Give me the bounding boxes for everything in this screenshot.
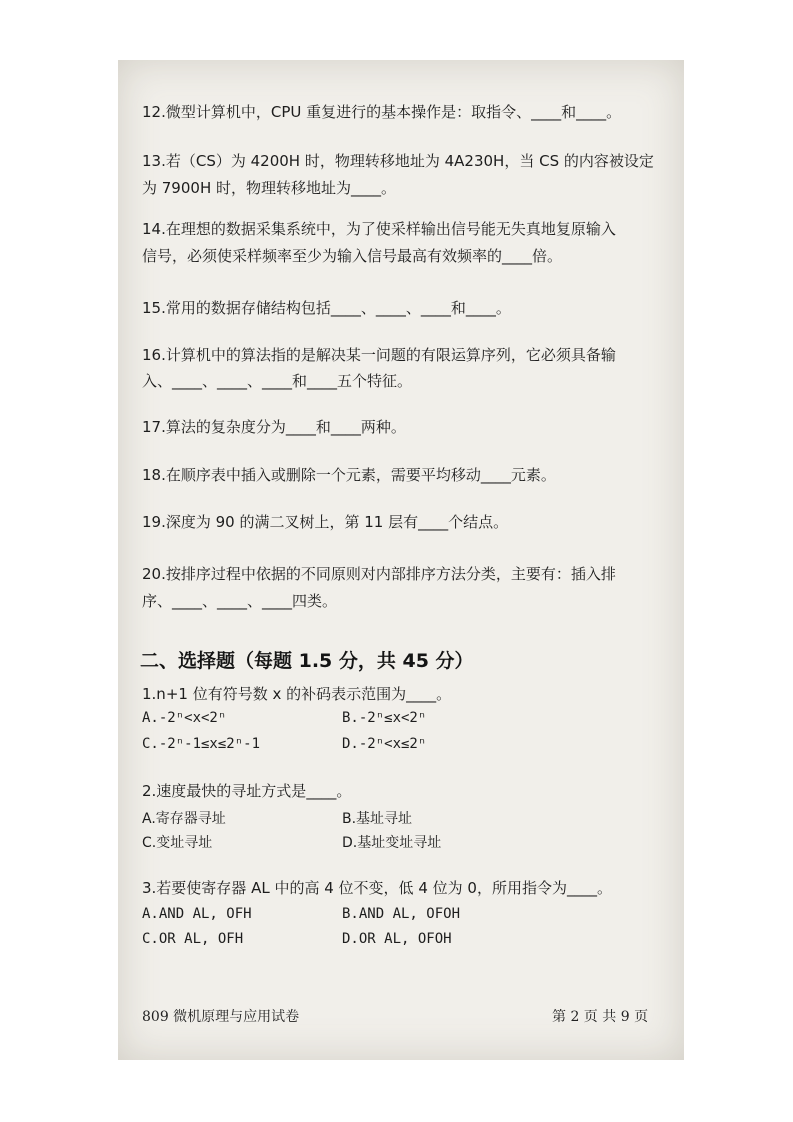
question-13-line-1: 13.若（CS）为 4200H 时，物理转移地址为 4A230H，当 CS 的内容被设定 [142,152,654,170]
question-14-line-2: 信号，必须使采样频率至少为输入信号最高有效频率的____倍。 [142,247,563,265]
question-17: 17.算法的复杂度分为____和____两种。 [142,418,406,436]
mc-3-option-a: A.AND AL, OFH [142,906,252,922]
mc-2-option-d: D.基址变址寻址 [342,835,442,851]
question-13-line-2: 为 7900H 时，物理转移地址为____。 [142,179,396,197]
mc-1-option-b: B.-2ⁿ≤x<2ⁿ [342,710,427,726]
mc-2-option-c: C.变址寻址 [142,835,213,851]
mc-1-option-c: C.-2ⁿ-1≤x≤2ⁿ-1 [142,736,261,752]
question-12: 12.微型计算机中，CPU 重复进行的基本操作是：取指令、____和____。 [142,103,622,121]
question-18: 18.在顺序表中插入或删除一个元素，需要平均移动____元素。 [142,466,556,484]
mc-2-option-a: A.寄存器寻址 [142,811,226,827]
question-15: 15.常用的数据存储结构包括____、____、____和____。 [142,299,511,317]
question-20-line-2: 序、____、____、____四类。 [142,592,338,610]
question-20-line-1: 20.按排序过程中依据的不同原则对内部排序方法分类，主要有：插入排 [142,565,616,583]
mc-1-option-d: D.-2ⁿ<x≤2ⁿ [342,736,427,752]
question-19: 19.深度为 90 的满二叉树上，第 11 层有____个结点。 [142,513,509,531]
mc-3-option-b: B.AND AL, OFOH [342,906,461,922]
section-2-title: 二、选择题（每题 1.5 分，共 45 分） [140,650,474,672]
footer-exam-title: 809 微机原理与应用试卷 [142,1009,300,1025]
mc-2-option-b: B.基址寻址 [342,811,413,827]
mc-3-option-d: D.OR AL, OFOH [342,931,452,947]
mc-1-stem: 1.n+1 位有符号数 x 的补码表示范围为____。 [142,685,452,703]
mc-1-option-a: A.-2ⁿ<x<2ⁿ [142,710,227,726]
question-16-line-2: 入、____、____、____和____五个特征。 [142,372,413,390]
mc-2-stem: 2.速度最快的寻址方式是____。 [142,782,352,800]
mc-3-stem: 3.若要使寄存器 AL 中的高 4 位不变，低 4 位为 0，所用指令为____。 [142,879,612,897]
footer-page-number: 第 2 页 共 9 页 [552,1009,649,1025]
question-16-line-1: 16.计算机中的算法指的是解决某一问题的有限运算序列，它必须具备输 [142,346,616,364]
question-14-line-1: 14.在理想的数据采集系统中，为了使采样输出信号能无失真地复原输入 [142,220,616,238]
mc-3-option-c: C.OR AL, OFH [142,931,244,947]
